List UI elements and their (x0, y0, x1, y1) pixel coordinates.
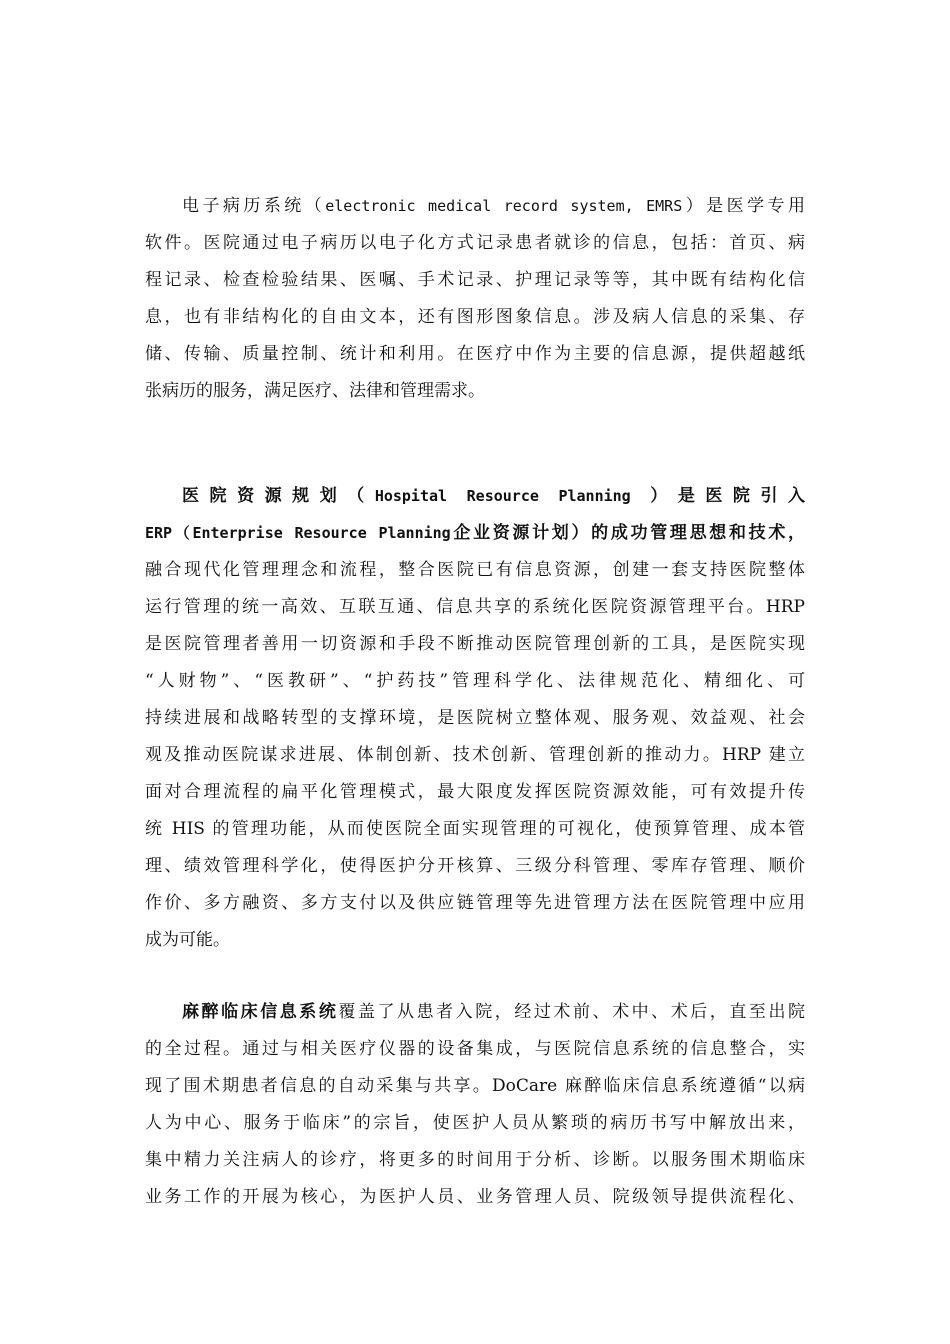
text-run: ）是医学专用 (682, 196, 805, 216)
text-line: 持续进展和战略转型的支撑环境，是医院树立整体观、服务观、效益观、社会 (145, 708, 805, 728)
text-line: 作价、多方融资、多方支付以及供应链管理等先进管理方法在医院管理中应用 (145, 893, 805, 913)
text-run-latin: electronic medical record system, EMRS (325, 197, 683, 215)
text-line: 业务工作的开展为核心，为医护人员、业务管理人员、院级领导提供流程化、 (145, 1187, 805, 1207)
text-run-latin: ERP（ (145, 524, 193, 542)
text-run-latin: Hospital Resource Planning (374, 487, 651, 505)
text-line: 软件。医院通过电子病历以电子化方式记录患者就诊的信息，包括：首页、病 (145, 233, 805, 253)
text-run-latin: Enterprise Resource Planning (192, 524, 451, 542)
text-run: 医院资源规划（ (182, 486, 375, 506)
text-line-bold (145, 515, 805, 552)
text-line-bold (182, 478, 805, 515)
text-line: 储、传输、质量控制、统计和利用。在医疗中作为主要的信息源，提供超越纸 (145, 344, 805, 364)
text-line: 融合现代化管理理念和流程，整合医院已有信息资源，创建一套支持医院整体 (145, 560, 805, 580)
text-line: 成为可能。 (145, 930, 230, 950)
text-line (182, 994, 805, 1031)
text-line: 面对合理流程的扁平化管理模式，最大限度发挥医院资源效能，可有效提升传 (145, 782, 805, 802)
text-run: ）是医院引入 (650, 486, 805, 506)
text-line: 息，也有非结构化的自由文本，还有图形图象信息。涉及病人信息的采集、存 (145, 307, 805, 327)
text-line: 集中精力关注病人的诊疗，将更多的时间用于分析、诊断。以服务围术期临床 (145, 1150, 805, 1170)
text-run: 电子病历系统（ (182, 196, 326, 216)
text-line: 人为中心、服务于临床”的宗旨，使医护人员从繁琐的病历书写中解放出来， (145, 1113, 805, 1133)
text-run: 覆盖了从患者入院，经过术前、术中、术后，直至出院 (338, 1002, 805, 1022)
text-line: 现了围术期患者信息的自动采集与共享。DoCare 麻醉临床信息系统遵循“以病 (145, 1076, 805, 1096)
text-line: 程记录、检查检验结果、医嘱、手术记录、护理记录等等，其中既有结构化信 (145, 270, 805, 290)
text-line: 统 HIS 的管理功能，从而使医院全面实现管理的可视化，使预算管理、成本管 (145, 819, 805, 839)
text-line: “人财物”、“医教研”、“护药技”管理科学化、法律规范化、精细化、可 (145, 671, 805, 691)
text-line: 是医院管理者善用一切资源和手段不断推动医院管理创新的工具，是医院实现 (145, 634, 805, 654)
text-line: 的全过程。通过与相关医疗仪器的设备集成，与医院信息系统的信息整合，实 (145, 1039, 805, 1059)
text-run-bold: 麻醉临床信息系统 (182, 1002, 339, 1022)
text-line: 观及推动医院谋求进展、体制创新、技术创新、管理创新的推动力。HRP 建立 (145, 745, 805, 765)
text-line (182, 188, 805, 225)
text-run: 企业资源计划）的成功管理思想和技术， (450, 523, 805, 543)
text-line: 理、绩效管理科学化，使得医护分开核算、三级分科管理、零库存管理、顺价 (145, 856, 805, 876)
text-line: 张病历的服务，满足医疗、法律和管理需求。 (145, 381, 485, 401)
text-line: 运行管理的统一高效、互联互通、信息共享的系统化医院资源管理平台。HRP (145, 597, 805, 617)
